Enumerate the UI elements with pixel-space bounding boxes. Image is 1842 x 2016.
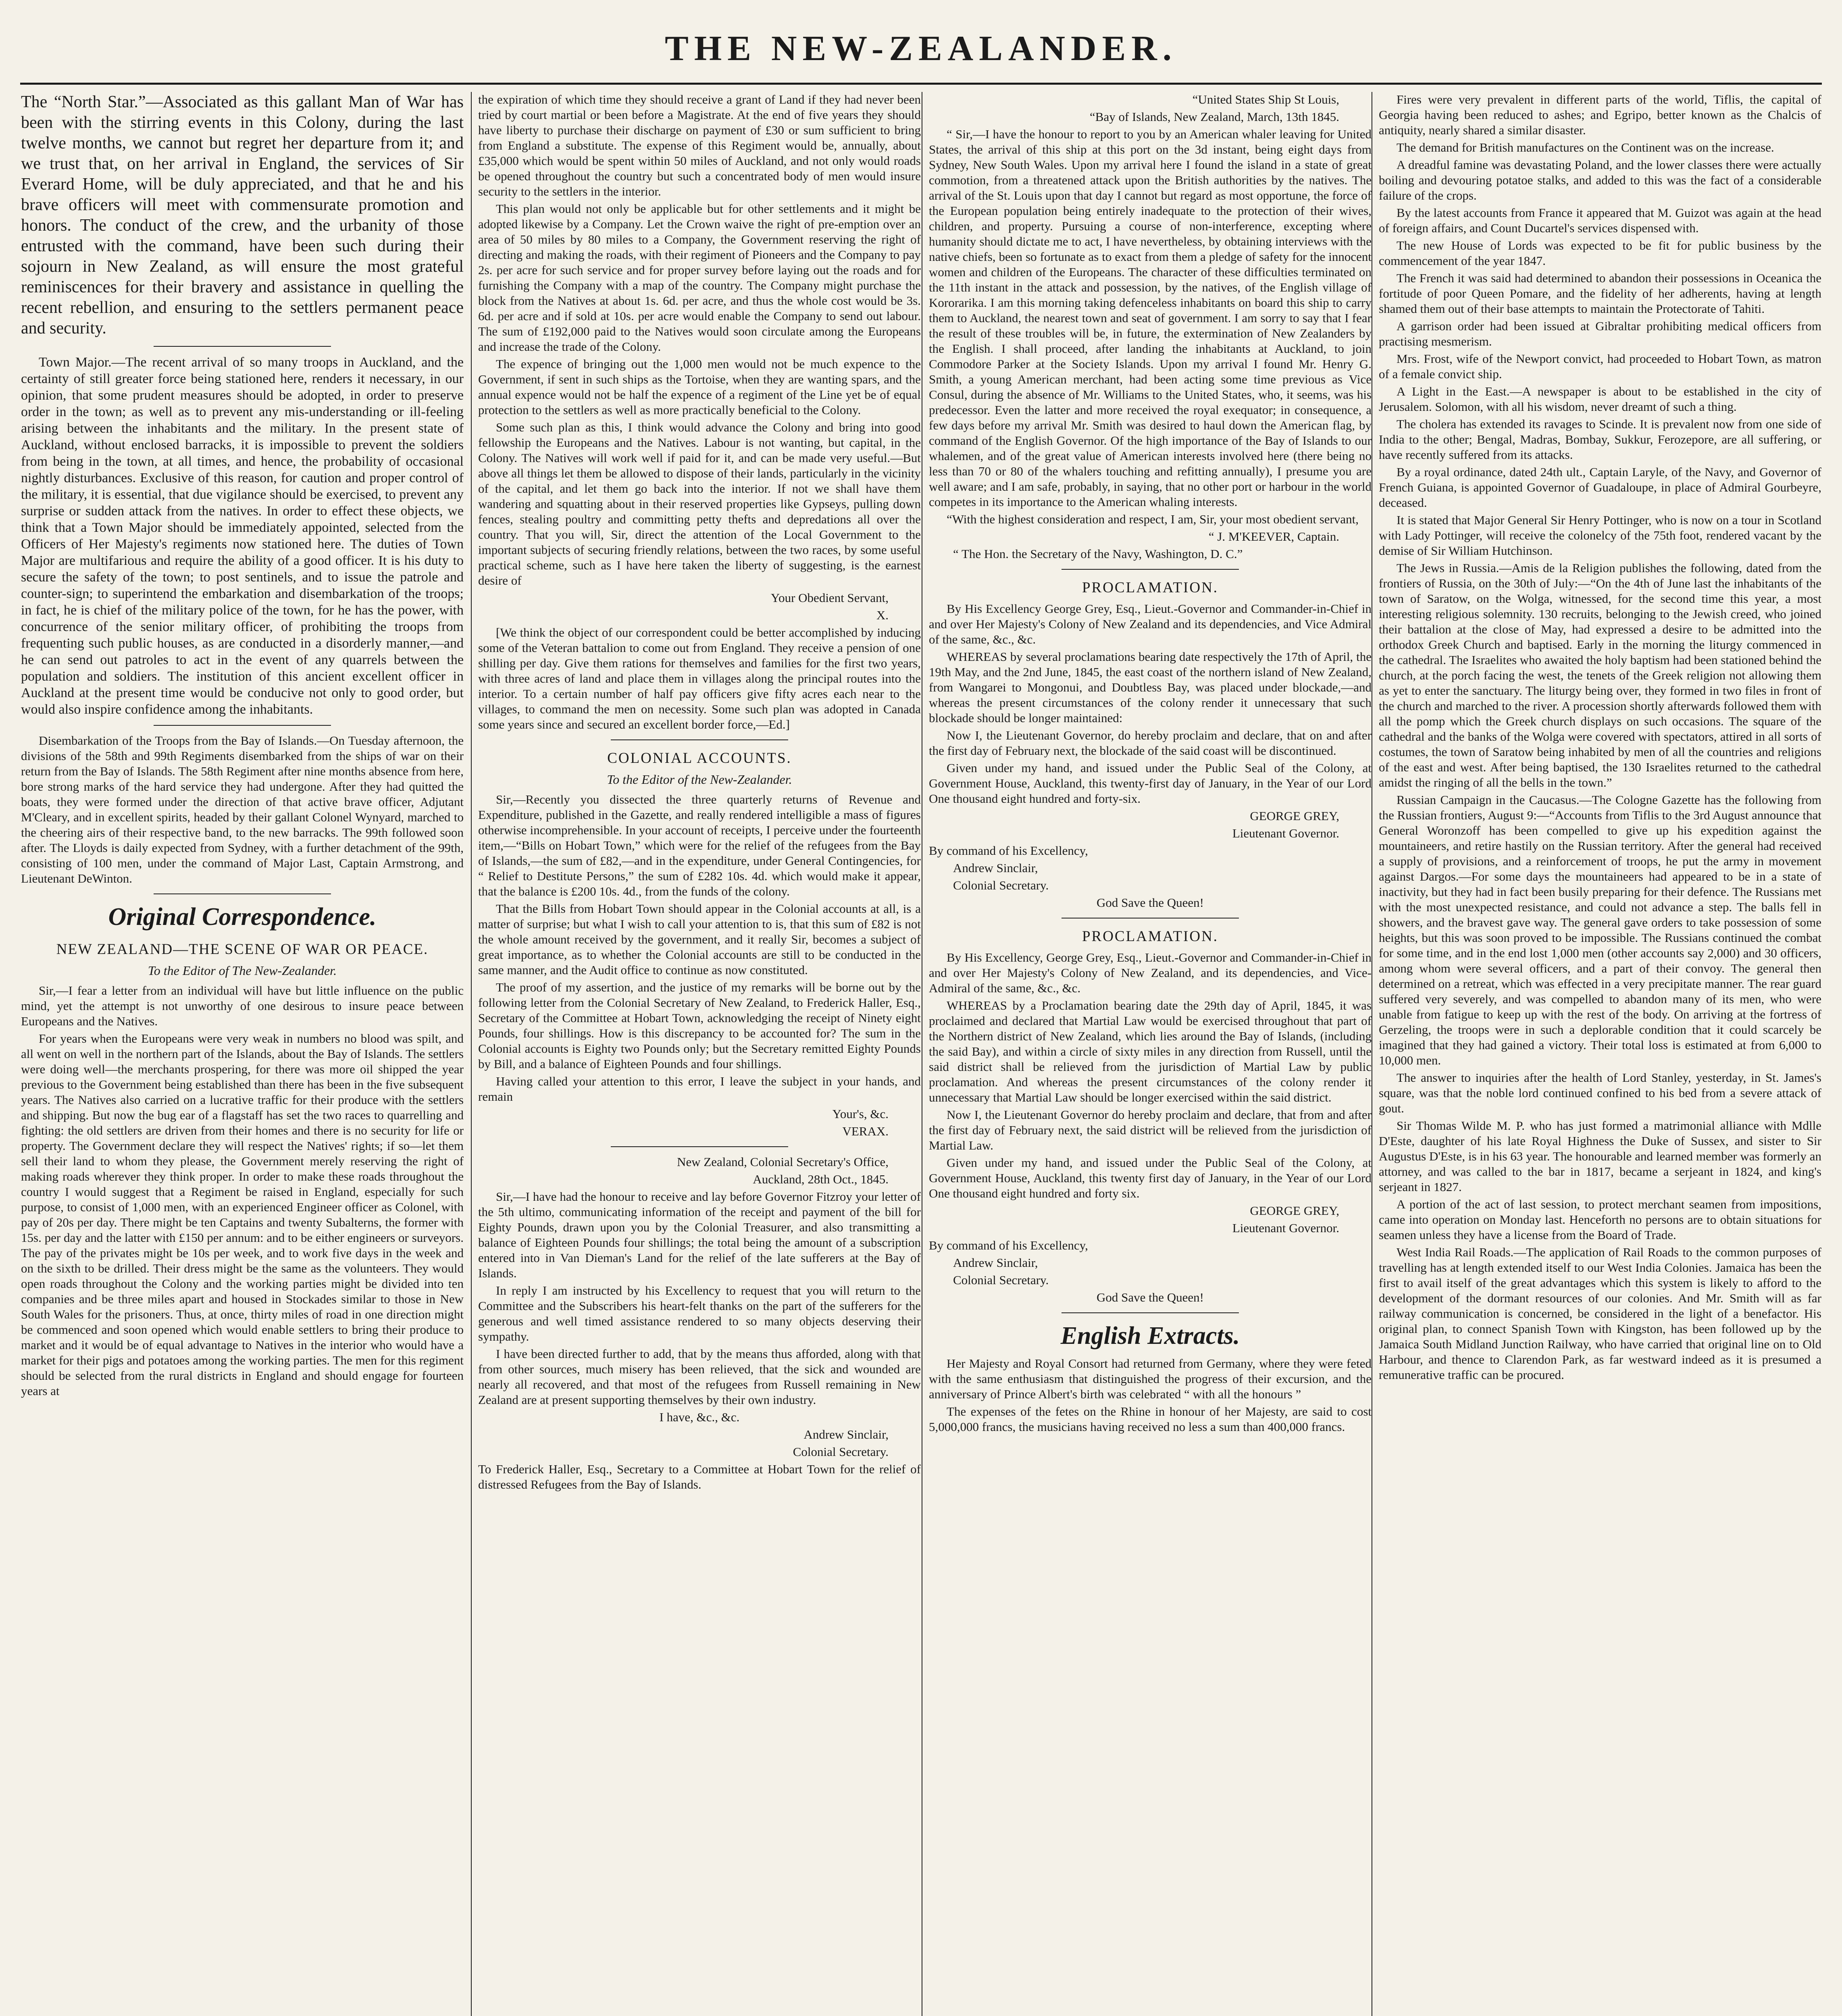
proclamation-paragraph: Now I, the Lieutenant Governor do hereby proclaim and declare, that from and after the first day of February next, the said district will be relieved from the jurisdiction of Martial Law. <box>929 1108 1372 1152</box>
letter-paragraph: The proof of my assertion, and the justice of my remarks will be borne out by the following letter from the Colonial Secretary of New Zealand, to Frederick Haller, Esq., Secretary of the Committee at Hobart Town, acknowledging the receipt of Ninety eight Pounds, four shillings. How is this discrepancy to be accounted for? The sum in the Colonial accounts is Eighty two Pounds only; but the Secretary remitted Eighty Pounds by Bill, and a balance of Eighteen Pounds and four shillings. <box>478 980 921 1071</box>
proclamation-signature-title: Colonial Secretary. <box>953 878 1049 892</box>
extract-paragraph: Russian Campaign in the Caucasus.—The Cologne Gazette has the following from the Russian frontiers, August 9:—“Accounts from Tiflis to the 3rd August announce that General Woronzoff has been compelled to give up his expedition against the mountaineers, and retire hastily on the Russian territory. After the general had received a supply of provisions, and a reinforcement of troops, he put the army in movement against Dargos.—For some days the mountaineers had appeared to be in a state of inactivity, but they had in fact been busily preparing for their defence. The Russians met with the most unexpected resistance, and could not advance a step. The balls fell in showers, and the bravest gave way. The general gave orders to take possession of some heights, but this was soon proved to be impossible. The Russians continued the combat for some time, and in the end lost 1,000 men (other accounts say 2,000) and 30 officers, among whom were several officers, and a part of their convoy. The general then determined on a retreat, which was effected in a very precipitate manner. The rear guard suffered very severely, and was compelled to abandon many of its men, who were unable from fatigue to keep up with the rest of the body. On arriving at the fortress of Gerzeling, the troops were in such a deplorable condition that it could scarcely be imagined that they had gained a victory. Their total loss is estimated at from 6,000 to 10,000 men. <box>1379 793 1821 1067</box>
letter-recipient: To Frederick Haller, Esq., Secretary to a Committee at Hobart Town for the relief of distressed Refugees from the Bay of Islands. <box>478 1462 921 1491</box>
proclamation-signature: Andrew Sinclair, <box>953 861 1038 875</box>
extract-paragraph: A Light in the East.—A newspaper is about to be established in the city of Jerusalem. Solomon, with all his wisdom, never dreamt of such a thing. <box>1379 384 1821 414</box>
letter-address: “United States Ship St Louis, <box>1192 92 1339 106</box>
extract-paragraph: The cholera has extended its ravages to Scinde. It is prevalent now from one side of India to the other; Bengal, Madras, Bombay, Sukkur, Ferozepore, are all suffering, or have recently suffered from its attacks. <box>1379 417 1821 462</box>
proclamation-signature-title: Colonial Secretary. <box>953 1273 1049 1287</box>
extract-paragraph: Sir Thomas Wilde M. P. who has just formed a matrimonial alliance with Mdlle D'Este, daughter of his late Royal Highness the Duke of Sussex, and sister to Sir Augustus D'Este, is in his 63 year. The honourable and learned member was formerly an attorney, and was called to the bar in 1817, became a serjeant in 1824, and king's serjeant in 1827. <box>1379 1118 1821 1194</box>
proclamation-paragraph: WHEREAS by a Proclamation bearing date the 29th day of April, 1845, it was proclaimed and declared that Martial Law would be exercised throughout that part of the Northern district of New Zealand, which lies around the Bay of Islands, (including the said Bay), and within a circle of sixty miles in any direction from Russell, until the said district shall be relieved from the jurisdiction of Martial Law by public proclamation. And whereas the present circumstances of the colony render it unnecessary that Martial Law should be longer exercised within the said district. <box>929 998 1372 1104</box>
proclamation-paragraph: WHEREAS by several proclamations bearing date respectively the 17th of April, the 19th May, and the 2nd June, 1845, the east coast of the northern island of New Zealand, from Wangarei to Mongonui, and Doubtless Bay, was placed under blockade,—and whereas the present circumstances of the colony render it unnecessary that such blockade should be longer maintained: <box>929 650 1372 725</box>
letter-address: New Zealand, Colonial Secretary's Office, <box>677 1155 889 1169</box>
extract-paragraph: The expenses of the fetes on the Rhine in honour of her Majesty, are said to cost 5,000,000 francs, the musicians having received no less a sum than 400,000 francs. <box>929 1404 1372 1434</box>
article-town-major: Town Major.—The recent arrival of so many troops in Auckland, and the certainty of still greater force being stationed here, renders it necessary, in our opinion, that some prudent measures should be adopted, in order to preserve order in the town; as well as to prevent any mis-understanding or ill-feeling arising between the inhabitants and the military. In the present state of Auckland, without enclosed barracks, it is impossible to prevent the soldiers from being in the town, at all times, and hence, the probability of occasional nightly disturbances. Exclusive of this reason, for caution and proper control of the military, it is essential, that due vigilance should be exercised, to prevent any surprise or sudden attack from the natives. In order to effect these objects, we think that a Town Major should be immediately appointed, selected from the Officers of Her Majesty's regiments now stationed here. The duties of Town Major are multifarious and require the ability of a good officer. It is his duty to secure the safety of the town; to post sentinels, and to issue the patrole and counter-sign; to superintend the embarkation and disembarkation of the troops; in fact, he is chief of the military police of the town, for he has the power, with concurrence of the senior military officer, of prohibiting the troops from frequenting such public houses, as are conducted in a disorderly manner,—and he can send out patroles to act in the event of any quarrels between the population and soldiers. The institution of this ancient excellent officer in Auckland at the present time would be conducive not only to good order, but would also inspire confidence among the inhabitants. <box>21 355 464 717</box>
letter-signature: “ J. M'KEEVER, Captain. <box>1208 529 1339 544</box>
column-3 <box>929 92 1372 2016</box>
extract-paragraph: Fires were very prevalent in different parts of the world, Tiflis, the capital of Georgia having been reduced to ashes; and Egripo, better known as the Chalcis of antiquity, nearly shared a similar disaster. <box>1379 92 1821 137</box>
extract-paragraph: West India Rail Roads.—The application of Rail Roads to the common purposes of travelling has at length extended itself to our West India Colonies. Jamaica has been the first to avail itself of the great advantages which this system is likely to afford to the development of the dormant resources of our colonies. And Mr. Smith will as far railway communication is concerned, be considered in the light of a benefactor. His original plan, to connect Spanish Town with Kingston, has been followed up by the Jamaica South Midland Junction Railway, who have carried that original line on to Old Harbour, and thence to Clarendon Park, as far westward indeed as it is presumed a remunerative traffic can be procured. <box>1379 1245 1821 1382</box>
extract-paragraph: A dreadful famine was devastating Poland, and the lower classes there were actually boiling and devouring potatoe stalks, and added to this was the fact of a considerable failure of the crops. <box>1379 158 1821 202</box>
letter-paragraph: Having called your attention to this error, I leave the subject in your hands, and remain <box>478 1074 921 1104</box>
extract-paragraph: A garrison order had been issued at Gibraltar prohibiting medical officers from practising mesmerism. <box>1379 319 1821 348</box>
column-4 <box>1379 92 1821 2016</box>
article-disembarkation: Disembarkation of the Troops from the Bay of Islands.—On Tuesday afternoon, the divisions of the 58th and 99th Regiments disembarked from the ships of war on their return from the Bay of Islands. The 58th Regiment after nine months absence from here, bore strong marks of the hard service they had undergone. After they had quitted the boats, they were formed under the direction of that active brave officer, Adjutant M'Cleary, and in excellent spirits, headed by their gallant Colonel Wynyard, marched to the cheering airs of their respective band, to the new barracks. The 99th followed soon after. The Lloyds is daily expected from Sydney, with a further detachment of the 99th, consisting of 100 men, under the command of Major Last, Captain Armstrong, and Lieutenant DeWinton. <box>21 733 464 885</box>
proclamation-heading: PROCLAMATION. <box>1082 928 1219 945</box>
proclamation-paragraph: Given under my hand, and issued under the Public Seal of the Colony, at Government House, Auckland, this twenty-first day of January, in the Year of our Lord One thousand eight hundred and forty-six. <box>929 761 1372 806</box>
letter-recipient: “ The Hon. the Secretary of the Navy, Washington, D. C.” <box>953 547 1243 561</box>
extract-paragraph: A portion of the act of last session, to protect merchant seamen from impositions, came into operation on Monday last. Henceforth no persons are to obtain situations for seamen unless they have a license from the Board of Trade. <box>1379 1197 1821 1242</box>
column-divider <box>471 92 472 2016</box>
letter-signoff: Your Obedient Servant, <box>770 591 889 605</box>
section-rule <box>1061 569 1238 570</box>
proclamation-paragraph: By command of his Excellency, <box>929 1238 1088 1252</box>
letter-signoff: Your's, &c. <box>832 1107 889 1121</box>
section-rule <box>154 893 331 894</box>
proclamation-paragraph: Now I, the Lieutenant Governor, do hereby proclaim and declare, that on and after the first day of February next, the blockade of the said coast will be discontinued. <box>929 728 1372 758</box>
letter-signature: X. <box>876 608 889 622</box>
column-1 <box>21 92 464 2016</box>
letter-date: “Bay of Islands, New Zealand, March, 13th 1845. <box>1090 110 1339 124</box>
article-north-star: The “North Star.”—Associated as this gallant Man of War has been with the stirring events in this Colony, during the last twelve months, we cannot but regret her departure from it; and we trust that, on her arrival in England, the services of Sir Everard Home, will be duly appreciated, and that he and his brave officers will meet with commensurate promotion and honors. The conduct of the crew, and the urbanity of those entrusted with the command, have been such during their sojourn in New Zealand, as will ensure the most grateful reminiscences for their bravery and assistance in quelling the recent rebellion, and ensuring to the settlers permanent peace and security. <box>21 93 464 337</box>
letter-paragraph: This plan would not only be applicable but for other settlements and it might be adopted likewise by a Company. Let the Crown waive the right of pre-emption over an area of 50 miles by 80 miles to a Company, the Government reserving the right of directing and making the roads, with their regiment of Pioneers and the Company to pay 2s. per acre for such service and for proper survey before laying out the roads and for furnishing the Company with a map of the country. The Company might purchase the block from the Natives at about 1s. 6d. per acre, and thus the whole cost would be 3s. 6d. per acre and if sold at 10s. per acre would enable the Company to send out labour. The sum of £192,000 paid to the Natives would soon circulate among the Europeans and increase the trade of the Colony. <box>478 202 921 354</box>
proclamation-paragraph: Given under my hand, and issued under the Public Seal of the Colony, at Government House, Auckland, this twenty first day of January, in the Year of our Lord One thousand eight hundred and forty six. <box>929 1156 1372 1200</box>
letter-paragraph: In reply I am instructed by his Excellency to request that you will return to the Committee and the Subscribers his heart-felt thanks on the part of the sufferers for the generous and well timed assistance rendered to so many objects deserving their sympathy. <box>478 1283 921 1343</box>
letter-date: Auckland, 28th Oct., 1845. <box>753 1172 889 1186</box>
proclamation-paragraph: By command of his Excellency, <box>929 843 1088 858</box>
letter-paragraph: Sir,—I fear a letter from an individual will have but little influence on the public mind, yet the attempt is not unworthy of one desirous to insure peace between Europeans and the Natives. <box>21 983 464 1028</box>
extract-paragraph: It is stated that Major General Sir Henry Pottinger, who is now on a tour in Scotland with Lady Pottinger, will receive the colonelcy of the 75th foot, rendered vacant by the demise of Sir William Hutchinson. <box>1379 513 1821 558</box>
section-rule <box>611 739 788 740</box>
letter-signature: VERAX. <box>842 1124 889 1138</box>
letter-signature: Andrew Sinclair, <box>803 1427 889 1441</box>
editor-note: [We think the object of our correspondent could be better accomplished by inducing some of the Veteran battalion to come out from England. They receive a pension of one shilling per day. Give them rations for themselves and families for the first two years, with three acres of land and place them in villages along the principal routes into the interior. To a certain number of half pay officers give fifty acres each near to the villages, to command the men on necessity. Some such plan was adopted in Canada some years since and secured an excellent border force,—Ed.] <box>478 625 921 731</box>
letter-signoff: I have, &c., &c. <box>659 1410 740 1424</box>
extract-paragraph: Mrs. Frost, wife of the Newport convict, had proceeded to Hobart Town, as matron of a female convict ship. <box>1379 352 1821 381</box>
proclamation-signature: GEORGE GREY, <box>1250 809 1339 823</box>
colonial-accounts-heading: COLONIAL ACCOUNTS. <box>607 750 792 766</box>
letter-signature-title: Colonial Secretary. <box>793 1445 889 1459</box>
proclamation-signature: GEORGE GREY, <box>1250 1204 1339 1218</box>
extract-paragraph: Her Majesty and Royal Consort had returned from Germany, where they were feted with the same enthusiasm that distinguished the progress of their excursion, and the anniversary of Prince Albert's birth was celebrated “ with all the honours ” <box>929 1356 1372 1401</box>
extract-paragraph: By a royal ordinance, dated 24th ult., Captain Laryle, of the Navy, and Governor of French Guiana, is appointed Governor of Guadaloupe, in place of Admiral Gourbeyre, deceased. <box>1379 465 1821 510</box>
letter-paragraph: “With the highest consideration and respect, I am, Sir, your most obedient servant, <box>947 512 1359 526</box>
letter-salutation: To the Editor of The New-Zealander. <box>148 963 337 978</box>
extract-paragraph: The Jews in Russia.—Amis de la Religion publishes the following, dated from the frontiers of Russia, on the 30th of July:—“On the 4th of June last the inhabitants of the town of Saratow, on the Wolga, witnessed, for the second time this year, a most interesting religious solemnity. 130 recruits, belonging to the Jewish creed, who joined their battalion at the close of May, had expressed a desire to be admitted into the orthodox Greek Church and baptised. Early in the morning the liturgy commenced in the cathedral. The Israelites who awaited the holy baptism had been stationed behind the church, at the porch facing the west, the tenets of the Greek religion not allowing them as yet to enter the sanctuary. The liturgy being over, they formed in two files in front of the church and marched to the river. A procession shortly afterwards followed them with all the pomp which the Greek church displays on such occasions. The square of the cathedral and the banks of the Wolga were covered with spectators, attired in all sorts of costumes, the town of Saratow being inhabited by men of all the countries and religions of the east and west. After being baptised, the 130 Israelites returned to the cathedral amidst the ringing of all the bells in the town.” <box>1379 561 1821 789</box>
extract-paragraph: By the latest accounts from France it appeared that M. Guizot was again at the head of foreign affairs, and Count Ducartel's services dispensed with. <box>1379 206 1821 235</box>
proclamation-paragraph: By His Excellency, George Grey, Esq., Lieut.-Governor and Commander-in-Chief in and over Her Majesty's Colony of New Zealand, and its dependencies, and Vice-Admiral of the same, &c., &c. <box>929 950 1372 995</box>
letter-paragraph: Sir,—I have had the honour to receive and lay before Governor Fitzroy your letter of the 5th ultimo, communicating information of the receipt and payment of the bill for Eighty Pounds, drawn upon you by the Colonial Treasurer, and also transmitting a balance of Eighteen Pounds four shillings; the total being the amount of a subscription entered into in Van Dieman's Land for the relief of the late sufferers at the Bay of Islands. <box>478 1189 921 1280</box>
section-rule <box>154 346 331 347</box>
section-heading-correspondence: Original Correspondence. <box>108 903 377 931</box>
extract-paragraph: The answer to inquiries after the health of Lord Stanley, yesterday, in St. James's square, was that the noble lord continued confined to his bed from a severe attack of gout. <box>1379 1070 1821 1115</box>
section-rule <box>611 1146 788 1147</box>
proclamation-signature-title: Lieutenant Governor. <box>1232 826 1339 840</box>
section-rule <box>154 725 331 726</box>
letter-paragraph: the expiration of which time they should receive a grant of Land if they had never been tried by court martial or been before a Magistrate. At the end of five years they should have liberty to purchase their discharge on payment of £30 or sum sufficient to bring from England a substitute. The expense of this Regiment would be, annually, about £35,000 which would be spent within 50 miles of Auckland, and not only would roads be opened throughout the country but such a concentrated body of men would insure security to the settlers in the interior. <box>478 92 921 198</box>
letter-paragraph: Some such plan as this, I think would advance the Colony and bring into good fellowship the Europeans and the Natives. Labour is not wanting, but capital, in the Colony. The Natives will work well if paid for it, and can be made very useful.—But above all things let them be allowed to dispose of their lands, particularly in the vicinity of the capital, and let them go back into the interior. If not we shall have them wandering and squatting about in their reserved properties like Gypseys, pulling down fences, stealing poultry and committing petty thefts and depredations all over the country. That you will, Sir, direct the attention of the Local Government to the important subjects of securing friendly relations, between the two races, by some useful practical scheme, such as I have here taken the liberty of suggesting, is the earnest desire of <box>478 420 921 587</box>
letter-paragraph: That the Bills from Hobart Town should appear in the Colonial accounts at all, is a matter of surprise; but what I wish to call your attention to is, that this sum of £82 is not the whole amount received by the government, and it really Sir, becomes a subject of great importance, as to whether the Colonial accounts are still to be conducted in the same manner, and the Audit office to continue as now constituted. <box>478 902 921 977</box>
proclamation-signature: Andrew Sinclair, <box>953 1256 1038 1270</box>
letter-paragraph: The expence of bringing out the 1,000 men would not be much expence to the Government, if sent in such ships as the Tortoise, when they are wanting spars, and the annual expence would not be half the expence of a regiment of the Line yet be of equal protection to the settlers as well as more practically beneficial to the Colony. <box>478 357 921 417</box>
proclamation-closing: God Save the Queen! <box>1097 896 1204 910</box>
section-heading-english-extracts: English Extracts. <box>1060 1322 1240 1350</box>
letter-paragraph: For years when the Europeans were very weak in numbers no blood was spilt, and all went on well in the northern part of the Islands, about the Bay of Islands. The settlers were doing well—the merchants prospering, for there was more oil shipped the year previous to the Government being established than there has been in the five subsequent years. The Natives also carried on a lucrative traffic for their produce with the settlers and shipping. But now the bug ear of a flagstaff has set the two races to quarrelling and fighting: the old settlers are driven from their homes and there is no security for life or property. The Government declare they will respect the Natives' rights; if so—let them sell their land to whom they please, the Government merely reserving the right of making roads wherever they think proper. In order to make these roads throughout the country I would suggest that a Regiment be raised in England, especially for such purpose, to consist of 1,000 men, with an experienced Engineer officer as Colonel, with pay of 20s per day. There might be ten Captains and twenty Subalterns, the former with 15s. per day and the latter with £150 per annum: and to be either engineers or surveyors. The pay of the privates might be 10s per week, and to work five days in the week and on the sixth to be drilled. Their dress might be the same as the volunteers. They would open roads throughout the Colony and the working parties might be divided into ten companies and be three miles apart and housed in Stockades similar to those in New South Wales for the prisoners. Thus, at once, thirty miles of road in one direction might be commenced and soon opened which would enable settlers to bring their produce to market and it would be of equal advantage to Natives in the interior who would have a market for their pigs and potatoes among the working parties. The men for this regiment should be selected from the rural districts in England and should engage for fourteen years at <box>21 1031 464 1398</box>
letter-paragraph: Sir,—Recently you dissected the three quarterly returns of Revenue and Expenditure, published in the Gazette, and really rendered intelligible a mass of figures otherwise incomprehensible. In your account of receipts, I perceive under the fourteenth item,—“Bills on Hobart Town,” which were for the relief of the refugees from the Bay of Islands,—the sum of £82,—and in the expenditure, under General Contingencies, for “ Relief to Destitute Persons,” the sum of £282 10s. 4d. which would make it appear, that the balance is £200 10s. 4d., from the funds of the colony. <box>478 792 921 898</box>
extract-paragraph: The new House of Lords was expected to be fit for public business by the commencement of the year 1847. <box>1379 238 1821 268</box>
proclamation-heading: PROCLAMATION. <box>1082 579 1219 596</box>
proclamation-closing: God Save the Queen! <box>1097 1290 1204 1304</box>
letter-salutation: To the Editor of the New-Zealander. <box>607 772 792 787</box>
letter-paragraph: “ Sir,—I have the honour to report to you by an American whaler leaving for United States, the arrival of this ship at this port on the 3d instant, being eight days from Sydney, New South Wales. Upon my arrival here I found the island in a state of great commotion, from a threatened attack upon the British authorities by the natives. The arrival of the St. Louis upon that day I cannot but regard as most opportune, the force of the European population being entirely inadequate to the protection of their wives, children, and property. Pursuing a course of non-interference, excepting where humanity should dictate me to act, I have nevertheless, by obtaining interviews with the native chiefs, been so fortunate as to exact from them a pledge of safety for the innocent women and children of the Europeans. The character of these difficulties terminated on the 11th instant in the attack and possession, by the natives, of the English village of Kororarika. I am this morning taking defenceless inhabitants on board this ship to carry them to Auckland, the nearest town and seat of government. I am sorry to say that I fear the result of these troubles will be, in future, the extermination of New Zealanders by the English. I shall proceed, after landing the inhabitants at Auckland, to join Commodore Parker at the Society Islands. Upon my arrival I found Mr. Henry G. Smith, a young American merchant, had been acting some time previous as Vice Consul, during the absence of Mr. Williams to the United States, who, it seems, was his predecessor. Even the latter and more received the royal exequator; in consequence, a few days before my arrival Mr. Smith was desired to haul down the American flag, by command of the English Governor. Of the high importance of the Bay of Islands to our whalemen, and of the great value of American interests involved here (there being no less than 70 or 80 of the whalers touching and refitting annually), I presume you are well aware; and I am safe, probably, in saying, that no other port or harbour in the world competes in its importance to the American whaling interests. <box>929 127 1372 509</box>
section-rule <box>1061 1312 1238 1313</box>
proclamation-paragraph: By His Excellency George Grey, Esq., Lieut.-Governor and Commander-in-Chief in and over Her Majesty's Colony of New Zealand and its dependencies, and Vice Admiral of the same, &c., &c. <box>929 602 1372 646</box>
masthead-title: THE NEW-ZEALANDER. <box>665 29 1177 68</box>
proclamation-signature-title: Lieutenant Governor. <box>1232 1221 1339 1235</box>
extract-paragraph: The French it was said had determined to abandon their possessions in Oceanica the fortitude of poor Queen Pomare, and the fidelity of her adherents, having at length shamed them out of their base attempts to maintain the Protectorate of Tahiti. <box>1379 271 1821 316</box>
masthead-rule <box>20 83 1822 85</box>
extract-paragraph: The demand for British manufactures on the Continent was on the increase. <box>1397 140 1774 154</box>
letter-heading: NEW ZEALAND—THE SCENE OF WAR OR PEACE. <box>56 941 429 958</box>
letter-paragraph: I have been directed further to add, that by the means thus afforded, along with that from other sources, much misery has been relieved, that the sick and wounded are nearly all recovered, and that most of the refugees from Russell remaining in New Zealand are at present supporting themselves by their own industry. <box>478 1347 921 1407</box>
column-2 <box>478 92 921 2016</box>
